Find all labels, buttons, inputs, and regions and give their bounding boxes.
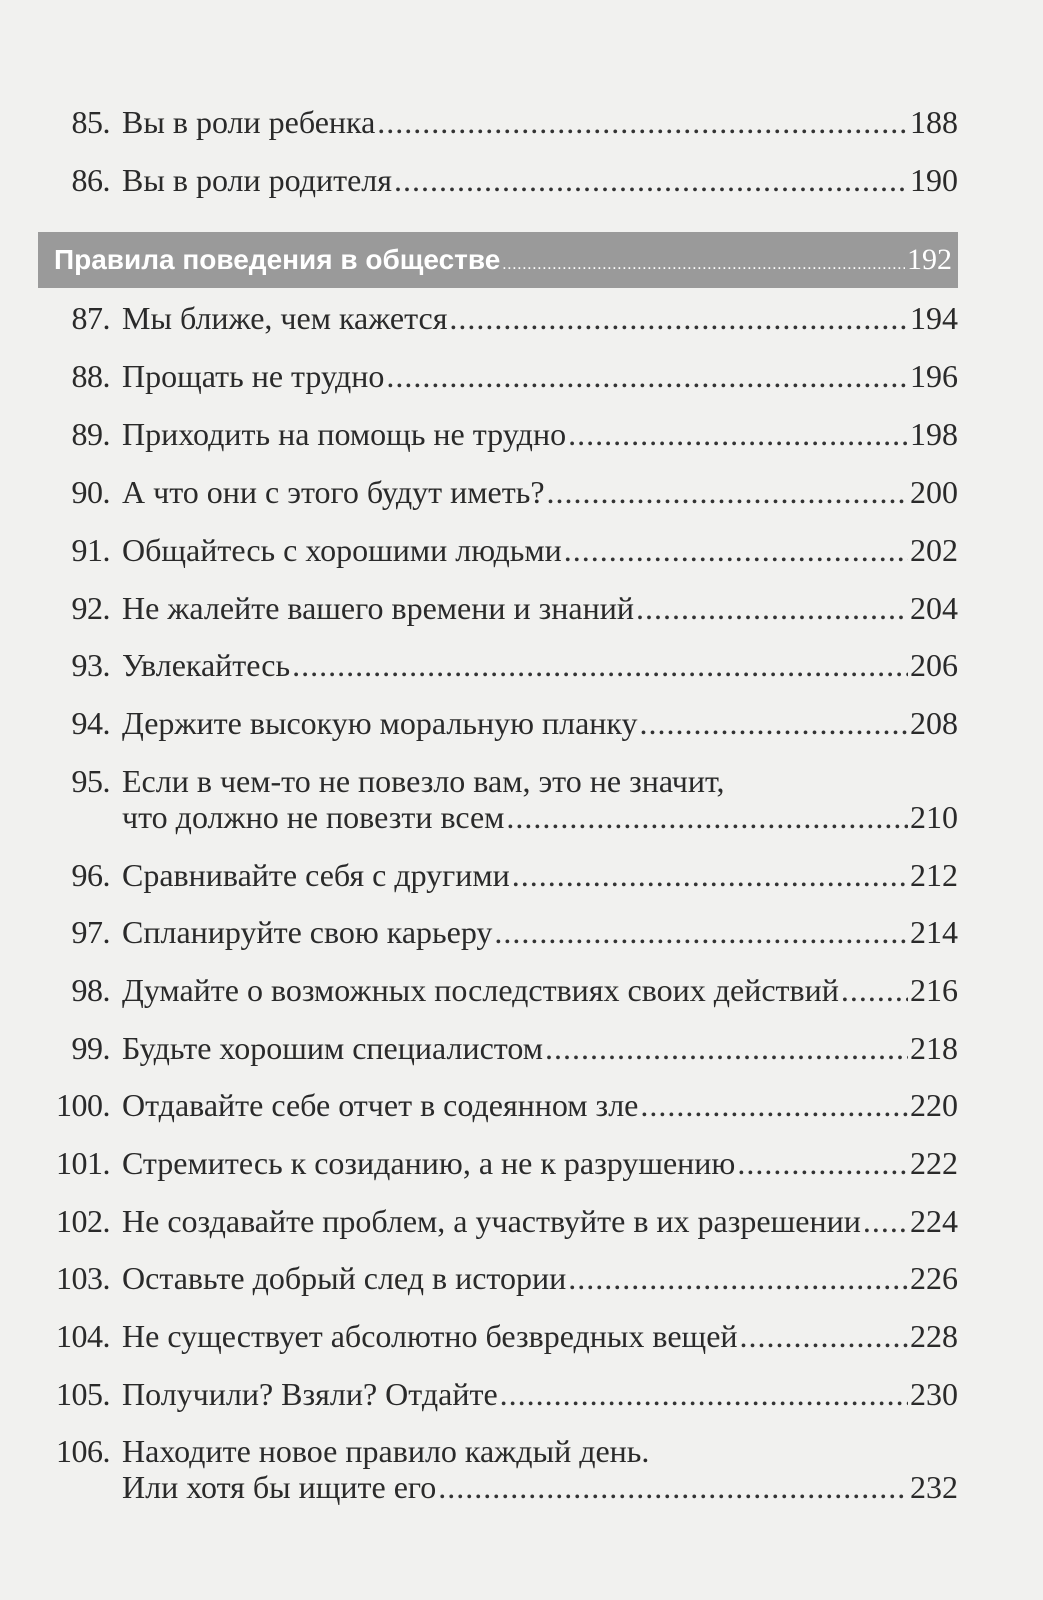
entry-page-number: 222 [910,1145,958,1181]
toc-entry-96[interactable] [38,857,958,893]
toc-entry-87[interactable] [38,300,958,336]
entry-title: Мы ближе, чем кажется [122,300,448,336]
entry-title: Вы в роли родителя [122,162,392,198]
toc-entry-86[interactable] [38,162,958,198]
entry-title-line1: Если в чем-то не повезло вам, это не значит, [122,763,725,799]
entry-page-number: 190 [910,162,958,198]
entry-number: 97. [71,914,110,950]
entry-title: Вы в роли ребенка [122,104,376,140]
entry-number: 106. [56,1433,110,1469]
entry-number: 92. [71,590,110,626]
section-heading-bar[interactable] [38,232,958,288]
entry-title: что должно не повезти всем [122,799,505,835]
dot-leader [512,857,908,893]
entry-page-number: 188 [910,104,958,140]
toc-entry-97[interactable] [38,914,958,950]
entry-page-number: 202 [910,532,958,568]
dot-leader [568,1260,908,1296]
entry-page-number: 214 [910,914,958,950]
dot-leader [438,1469,908,1505]
entry-number: 94. [71,705,110,741]
entry-number: 89. [71,416,110,452]
entry-number: 93. [71,647,110,683]
entry-number: 96. [71,857,110,893]
entry-title: Сравнивайте себя с другими [122,857,510,893]
toc-entry-106[interactable] [38,1433,958,1505]
toc-entry-88[interactable] [38,358,958,394]
entry-page-number: 224 [910,1203,958,1239]
entry-page-number: 196 [910,358,958,394]
dot-leader [377,104,908,140]
dot-leader [636,590,908,626]
entry-title: Спланируйте свою карьеру [122,914,493,950]
entry-page-number: 226 [910,1260,958,1296]
entry-title: Приходить на помощь не трудно [122,416,567,452]
toc-entry-91[interactable] [38,532,958,568]
toc-entry-89[interactable] [38,416,958,452]
entry-page-number: 198 [910,416,958,452]
entry-title: Отдавайте себе отчет в содеянном зле [122,1087,639,1123]
entry-page-number: 220 [910,1087,958,1123]
dot-leader [506,799,908,835]
entry-title: Получили? Взяли? Отдайте [122,1376,498,1412]
toc-entry-93[interactable] [38,647,958,683]
entry-number: 102. [56,1203,110,1239]
toc-entry-90[interactable] [38,474,958,510]
toc-entry-100[interactable] [38,1087,958,1123]
entry-title: Не создавайте проблем, а участвуйте в их разрешении [122,1203,861,1239]
dot-leader [640,705,909,741]
toc-entry-105[interactable] [38,1376,958,1412]
entry-title: Будьте хорошим специалистом [122,1030,543,1066]
dot-leader [545,1030,908,1066]
entry-page-number: 208 [910,705,958,741]
entry-number: 101. [56,1145,110,1181]
entry-page-number: 204 [910,590,958,626]
entry-title: Не жалейте вашего времени и знаний [122,590,634,626]
entry-page-number: 228 [910,1318,958,1354]
entry-number: 88. [71,358,110,394]
dot-leader [568,416,908,452]
entry-number: 91. [71,532,110,568]
entry-title: Думайте о возможных последствиях своих действий [122,972,839,1008]
entry-page-number: 210 [910,799,958,835]
entry-number: 95. [71,763,110,799]
entry-number: 100. [56,1087,110,1123]
dot-leader [841,972,908,1008]
dot-leader [502,256,905,274]
entry-title: Держите высокую моральную планку [122,705,638,741]
entry-number: 86. [71,162,110,198]
toc-entry-94[interactable] [38,705,958,741]
dot-leader [386,358,908,394]
entry-title: А что они с этого будут иметь? [122,474,545,510]
dot-leader [494,914,908,950]
toc-entry-104[interactable] [38,1318,958,1354]
toc-entry-95[interactable] [38,763,958,835]
entry-number: 103. [56,1260,110,1296]
dot-leader [449,300,908,336]
entry-page-number: 212 [910,857,958,893]
dot-leader [863,1203,908,1239]
entry-page-number: 216 [910,972,958,1008]
entry-title: Увлекайтесь [122,647,291,683]
dot-leader [500,1376,908,1412]
entry-number: 87. [71,300,110,336]
entry-title-line1: Находите новое правило каждый день. [122,1433,650,1469]
entry-page-number: 230 [910,1376,958,1412]
section-page-number: 192 [907,243,952,276]
dot-leader [292,647,908,683]
section-title: Правила поведения в обществе [54,244,501,275]
entry-title: Или хотя бы ищите его [122,1469,437,1505]
toc-entry-85[interactable] [38,104,958,140]
entry-title: Стремитесь к созиданию, а не к разрушению [122,1145,736,1181]
entry-title: Прощать не трудно [122,358,385,394]
toc-entry-103[interactable] [38,1260,958,1296]
dot-leader [564,532,908,568]
entry-page-number: 206 [910,647,958,683]
dot-leader [547,474,908,510]
entry-page-number: 218 [910,1030,958,1066]
entry-number: 98. [71,972,110,1008]
dot-leader [394,162,908,198]
entry-page-number: 194 [910,300,958,336]
entry-number: 105. [56,1376,110,1412]
entry-page-number: 200 [910,474,958,510]
entry-title: Оставьте добрый след в истории [122,1260,567,1296]
toc-entry-92[interactable] [38,590,958,626]
toc-entry-101[interactable] [38,1145,958,1181]
entry-title: Общайтесь с хорошими людьми [122,532,562,568]
entry-title: Не существует абсолютно безвредных вещей [122,1318,738,1354]
entry-number: 104. [56,1318,110,1354]
entry-number: 85. [71,104,110,140]
dot-leader [640,1087,908,1123]
toc-entry-102[interactable] [38,1203,958,1239]
toc-entry-98[interactable] [38,972,958,1008]
toc-entry-99[interactable] [38,1030,958,1066]
entry-number: 99. [71,1030,110,1066]
dot-leader [740,1318,908,1354]
dot-leader [737,1145,908,1181]
entry-page-number: 232 [910,1469,958,1505]
entry-number: 90. [71,474,110,510]
